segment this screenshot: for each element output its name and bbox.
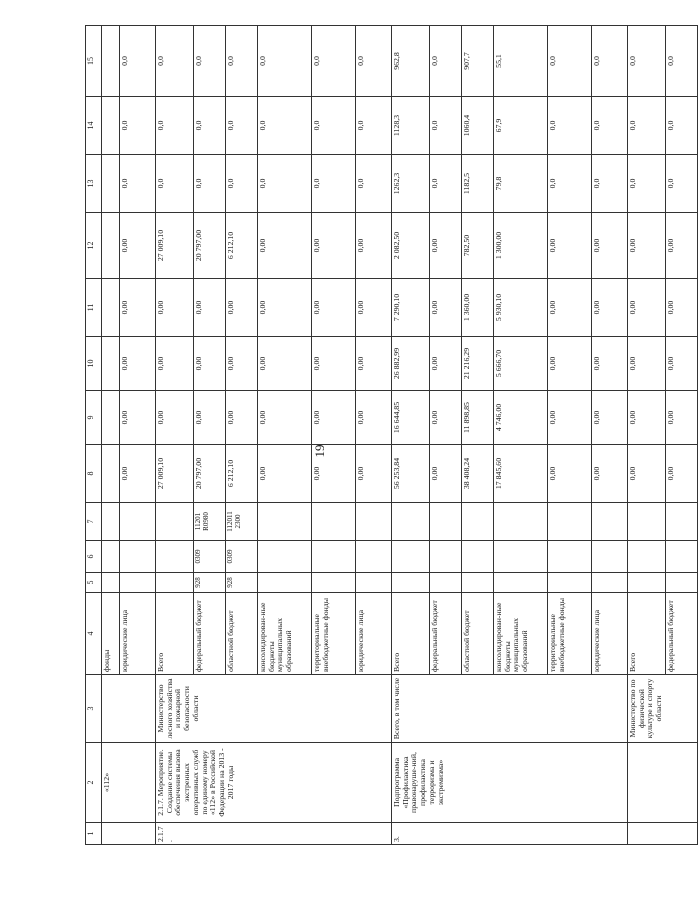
target-article-cell bbox=[592, 503, 628, 541]
funding-source-cell: областной бюджет bbox=[226, 593, 258, 675]
header-cell: 6 bbox=[86, 541, 102, 573]
ministry-code-cell bbox=[120, 573, 156, 593]
target-article-cell bbox=[430, 503, 462, 541]
section-code-cell bbox=[392, 541, 430, 573]
funding-source-cell: федеральный бюджет bbox=[430, 593, 462, 675]
section-code-cell bbox=[102, 541, 120, 573]
value-cell: 0,00 bbox=[430, 391, 462, 445]
program-name-cell: 2.1.7. Мероприятие. Создание системы обеспечения вызова экстренных оперативных служб по единому номеру «112» в Российской Федерации на 2013 - 2017 годы bbox=[156, 743, 392, 823]
target-article-cell bbox=[494, 503, 548, 541]
value-cell: 0,00 bbox=[156, 279, 194, 337]
ministry-code-cell bbox=[356, 573, 392, 593]
value-cell: 0,00 bbox=[120, 445, 156, 503]
value-cell: 0,0 bbox=[194, 97, 226, 155]
value-cell: 0,00 bbox=[194, 337, 226, 391]
value-cell: 0,0 bbox=[430, 155, 462, 213]
executor-cell: Всего, в том числе bbox=[392, 675, 628, 743]
value-cell: 0,00 bbox=[666, 213, 698, 279]
table-row bbox=[628, 26, 666, 845]
section-code-cell: 0309 bbox=[194, 541, 226, 573]
value-cell: 0,00 bbox=[258, 391, 312, 445]
value-cell: 4 746,00 bbox=[494, 391, 548, 445]
value-cell: 0,0 bbox=[258, 155, 312, 213]
value-cell: 0,00 bbox=[666, 391, 698, 445]
ministry-code-cell bbox=[494, 573, 548, 593]
ministry-code-cell bbox=[258, 573, 312, 593]
target-article-cell: 112011 2300 bbox=[226, 503, 258, 541]
value-cell: 0,0 bbox=[592, 155, 628, 213]
value-cell: 27 009,10 bbox=[156, 445, 194, 503]
header-cell: 7 bbox=[86, 503, 102, 541]
section-code-cell bbox=[120, 541, 156, 573]
value-cell: 0,0 bbox=[226, 155, 258, 213]
value-cell: 0,0 bbox=[628, 97, 666, 155]
value-cell: 2 082,50 bbox=[392, 213, 430, 279]
value-cell: 0,00 bbox=[258, 445, 312, 503]
value-cell: 6 212,10 bbox=[226, 213, 258, 279]
value-cell: 0,00 bbox=[592, 213, 628, 279]
ministry-code-cell bbox=[548, 573, 592, 593]
section-code-cell bbox=[356, 541, 392, 573]
value-cell: 0,00 bbox=[666, 337, 698, 391]
value-cell: 0,0 bbox=[120, 155, 156, 213]
value-cell bbox=[102, 213, 120, 279]
value-cell bbox=[102, 26, 120, 97]
funding-source-cell: консолидирован-ные бюджеты муниципальных образований bbox=[494, 593, 548, 675]
value-cell: 0,00 bbox=[666, 279, 698, 337]
value-cell: 1128,3 bbox=[392, 97, 430, 155]
value-cell: 0,0 bbox=[666, 97, 698, 155]
value-cell: 0,0 bbox=[194, 26, 226, 97]
value-cell: 0,00 bbox=[312, 337, 356, 391]
executor-cell: Министерство лесного хозяйства и пожарной безопасности области bbox=[156, 675, 392, 743]
section-code-cell bbox=[628, 541, 666, 573]
value-cell: 0,0 bbox=[194, 155, 226, 213]
budget-table bbox=[85, 25, 698, 845]
value-cell: 0,00 bbox=[226, 279, 258, 337]
value-cell: 0,00 bbox=[356, 337, 392, 391]
value-cell bbox=[102, 445, 120, 503]
value-cell: 0,0 bbox=[666, 26, 698, 97]
value-cell: 26 882,99 bbox=[392, 337, 430, 391]
funding-source-cell: юридические лица bbox=[120, 593, 156, 675]
value-cell: 0,00 bbox=[156, 391, 194, 445]
value-cell: 0,00 bbox=[430, 445, 462, 503]
value-cell: 0,00 bbox=[312, 213, 356, 279]
funding-source-cell: Всего bbox=[628, 593, 666, 675]
executor-cell: Министерство по физической культуре и спорту области bbox=[628, 675, 698, 743]
value-cell: 0,0 bbox=[430, 97, 462, 155]
header-cell: 9 bbox=[86, 391, 102, 445]
value-cell: 0,00 bbox=[356, 445, 392, 503]
ministry-code-cell bbox=[462, 573, 494, 593]
funding-source-cell: юридические лица bbox=[592, 593, 628, 675]
value-cell: 907,7 bbox=[462, 26, 494, 97]
value-cell: 0,00 bbox=[548, 391, 592, 445]
ministry-code-cell bbox=[392, 573, 430, 593]
value-cell: 38 408,24 bbox=[462, 445, 494, 503]
section-code-cell bbox=[494, 541, 548, 573]
value-cell: 5 666,70 bbox=[494, 337, 548, 391]
page-number: 19 bbox=[312, 444, 327, 458]
value-cell: 0,00 bbox=[312, 279, 356, 337]
value-cell: 0,0 bbox=[120, 97, 156, 155]
value-cell: 79,8 bbox=[494, 155, 548, 213]
value-cell: 0,00 bbox=[258, 337, 312, 391]
value-cell: 0,00 bbox=[120, 213, 156, 279]
value-cell: 11 898,85 bbox=[462, 391, 494, 445]
ministry-code-cell bbox=[666, 573, 698, 593]
value-cell: 0,00 bbox=[592, 445, 628, 503]
value-cell: 20 797,00 bbox=[194, 213, 226, 279]
header-cell: 8 bbox=[86, 445, 102, 503]
target-article-cell bbox=[312, 503, 356, 541]
value-cell: 0,00 bbox=[120, 391, 156, 445]
value-cell bbox=[102, 337, 120, 391]
value-cell: 7 290,10 bbox=[392, 279, 430, 337]
funding-source-cell: федеральный бюджет bbox=[666, 593, 698, 675]
value-cell: 1 360,00 bbox=[462, 279, 494, 337]
target-article-cell: 11201 R0980 bbox=[194, 503, 226, 541]
header-cell: 3 bbox=[86, 675, 102, 743]
value-cell: 962,8 bbox=[392, 26, 430, 97]
program-name-cell: «112» bbox=[102, 743, 156, 823]
value-cell: 0,00 bbox=[592, 279, 628, 337]
table-row bbox=[102, 26, 120, 845]
value-cell: 782,50 bbox=[462, 213, 494, 279]
value-cell: 0,0 bbox=[226, 97, 258, 155]
section-code-cell bbox=[592, 541, 628, 573]
target-article-cell bbox=[666, 503, 698, 541]
value-cell: 0,00 bbox=[628, 213, 666, 279]
value-cell: 20 797,00 bbox=[194, 445, 226, 503]
section-code-cell bbox=[156, 541, 194, 573]
value-cell: 0,0 bbox=[356, 26, 392, 97]
value-cell: 0,00 bbox=[194, 391, 226, 445]
value-cell: 0,00 bbox=[628, 391, 666, 445]
value-cell: 1 300,00 bbox=[494, 213, 548, 279]
ministry-code-cell bbox=[312, 573, 356, 593]
value-cell: 0,0 bbox=[312, 155, 356, 213]
header-cell: 15 bbox=[86, 26, 102, 97]
value-cell: 0,00 bbox=[628, 279, 666, 337]
value-cell: 0,0 bbox=[156, 155, 194, 213]
target-article-cell bbox=[356, 503, 392, 541]
value-cell: 0,0 bbox=[592, 97, 628, 155]
value-cell: 0,0 bbox=[226, 26, 258, 97]
funding-source-cell: территориальные внебюджетные фонды bbox=[548, 593, 592, 675]
value-cell: 0,0 bbox=[628, 26, 666, 97]
value-cell: 1182,5 bbox=[462, 155, 494, 213]
ministry-code-cell bbox=[102, 573, 120, 593]
value-cell: 0,00 bbox=[430, 337, 462, 391]
value-cell: 0,00 bbox=[628, 445, 666, 503]
value-cell: 0,00 bbox=[356, 391, 392, 445]
value-cell: 56 253,84 bbox=[392, 445, 430, 503]
table-body bbox=[86, 26, 698, 845]
value-cell: 1262,3 bbox=[392, 155, 430, 213]
value-cell: 0,00 bbox=[120, 279, 156, 337]
value-cell: 0,0 bbox=[258, 97, 312, 155]
section-code-cell bbox=[430, 541, 462, 573]
value-cell: 0,00 bbox=[430, 279, 462, 337]
value-cell: 0,00 bbox=[548, 445, 592, 503]
value-cell: 0,00 bbox=[548, 213, 592, 279]
value-cell: 0,00 bbox=[356, 213, 392, 279]
funding-source-cell: федеральный бюджет bbox=[194, 593, 226, 675]
row-number-cell: 3. bbox=[392, 823, 628, 845]
value-cell: 0,0 bbox=[312, 97, 356, 155]
value-cell: 0,0 bbox=[258, 26, 312, 97]
header-row bbox=[86, 26, 102, 845]
program-name-cell bbox=[628, 743, 698, 823]
value-cell: 0,0 bbox=[430, 26, 462, 97]
value-cell: 0,0 bbox=[356, 155, 392, 213]
value-cell: 0,0 bbox=[312, 26, 356, 97]
value-cell: 67,9 bbox=[494, 97, 548, 155]
value-cell: 0,00 bbox=[548, 337, 592, 391]
target-article-cell bbox=[258, 503, 312, 541]
target-article-cell bbox=[156, 503, 194, 541]
target-article-cell bbox=[102, 503, 120, 541]
value-cell: 0,0 bbox=[548, 155, 592, 213]
ministry-code-cell bbox=[592, 573, 628, 593]
value-cell: 0,00 bbox=[312, 391, 356, 445]
target-article-cell bbox=[548, 503, 592, 541]
value-cell: 5 930,10 bbox=[494, 279, 548, 337]
value-cell: 0,00 bbox=[592, 391, 628, 445]
ministry-code-cell bbox=[156, 573, 194, 593]
section-code-cell bbox=[548, 541, 592, 573]
section-code-cell bbox=[462, 541, 494, 573]
value-cell: 0,00 bbox=[666, 445, 698, 503]
value-cell: 55,1 bbox=[494, 26, 548, 97]
executor-cell bbox=[102, 675, 156, 743]
header-cell: 13 bbox=[86, 155, 102, 213]
row-number-cell bbox=[102, 823, 156, 845]
value-cell: 0,00 bbox=[120, 337, 156, 391]
header-cell: 4 bbox=[86, 593, 102, 675]
program-name-cell: Подпрограмма «Профилактика правонаруше-ний, профилактика терроризма и экстремизма» bbox=[392, 743, 628, 823]
value-cell: 0,0 bbox=[592, 26, 628, 97]
value-cell: 0,00 bbox=[258, 213, 312, 279]
target-article-cell bbox=[120, 503, 156, 541]
value-cell: 0,0 bbox=[356, 97, 392, 155]
value-cell: 0,00 bbox=[592, 337, 628, 391]
section-code-cell bbox=[666, 541, 698, 573]
value-cell: 21 216,29 bbox=[462, 337, 494, 391]
value-cell: 0,00 bbox=[258, 279, 312, 337]
header-cell: 14 bbox=[86, 97, 102, 155]
target-article-cell bbox=[628, 503, 666, 541]
value-cell: 0,0 bbox=[156, 26, 194, 97]
ministry-code-cell bbox=[430, 573, 462, 593]
value-cell bbox=[102, 97, 120, 155]
value-cell bbox=[102, 391, 120, 445]
funding-source-cell: областной бюджет bbox=[462, 593, 494, 675]
value-cell: 0,00 bbox=[628, 337, 666, 391]
ministry-code-cell: 928 bbox=[194, 573, 226, 593]
row-number-cell bbox=[628, 823, 698, 845]
target-article-cell bbox=[462, 503, 494, 541]
table-row bbox=[156, 26, 194, 845]
value-cell: 1060,4 bbox=[462, 97, 494, 155]
section-code-cell bbox=[312, 541, 356, 573]
value-cell: 27 009,10 bbox=[156, 213, 194, 279]
value-cell: 0,00 bbox=[194, 279, 226, 337]
section-code-cell: 0309 bbox=[226, 541, 258, 573]
header-cell: 12 bbox=[86, 213, 102, 279]
header-cell: 11 bbox=[86, 279, 102, 337]
value-cell: 0,00 bbox=[226, 337, 258, 391]
ministry-code-cell: 928 bbox=[226, 573, 258, 593]
value-cell: 16 644,85 bbox=[392, 391, 430, 445]
funding-source-cell: фонды bbox=[102, 593, 120, 675]
value-cell: 0,0 bbox=[548, 26, 592, 97]
rotated-page bbox=[85, 50, 675, 845]
header-cell: 10 bbox=[86, 337, 102, 391]
ministry-code-cell bbox=[628, 573, 666, 593]
section-code-cell bbox=[258, 541, 312, 573]
funding-source-cell: Всего bbox=[392, 593, 430, 675]
value-cell: 0,0 bbox=[666, 155, 698, 213]
value-cell: 0,00 bbox=[312, 445, 356, 503]
value-cell bbox=[102, 279, 120, 337]
value-cell: 0,00 bbox=[430, 213, 462, 279]
value-cell bbox=[102, 155, 120, 213]
value-cell: 6 212,10 bbox=[226, 445, 258, 503]
value-cell: 0,0 bbox=[628, 155, 666, 213]
value-cell: 0,0 bbox=[120, 26, 156, 97]
funding-source-cell: Всего bbox=[156, 593, 194, 675]
table-row bbox=[392, 26, 430, 845]
value-cell: 0,00 bbox=[356, 279, 392, 337]
header-cell: 1 bbox=[86, 823, 102, 845]
funding-source-cell: консолидирован-ные бюджеты муниципальных образований bbox=[258, 593, 312, 675]
value-cell: 17 845,60 bbox=[494, 445, 548, 503]
value-cell: 0,0 bbox=[548, 97, 592, 155]
value-cell: 0,00 bbox=[548, 279, 592, 337]
header-cell: 2 bbox=[86, 743, 102, 823]
value-cell: 0,00 bbox=[156, 337, 194, 391]
value-cell: 0,00 bbox=[226, 391, 258, 445]
funding-source-cell: юридические лица bbox=[356, 593, 392, 675]
funding-source-cell: территориальные внебюджетные фонды bbox=[312, 593, 356, 675]
target-article-cell bbox=[392, 503, 430, 541]
header-cell: 5 bbox=[86, 573, 102, 593]
value-cell: 0,0 bbox=[156, 97, 194, 155]
row-number-cell: 2.1.7. bbox=[156, 823, 392, 845]
